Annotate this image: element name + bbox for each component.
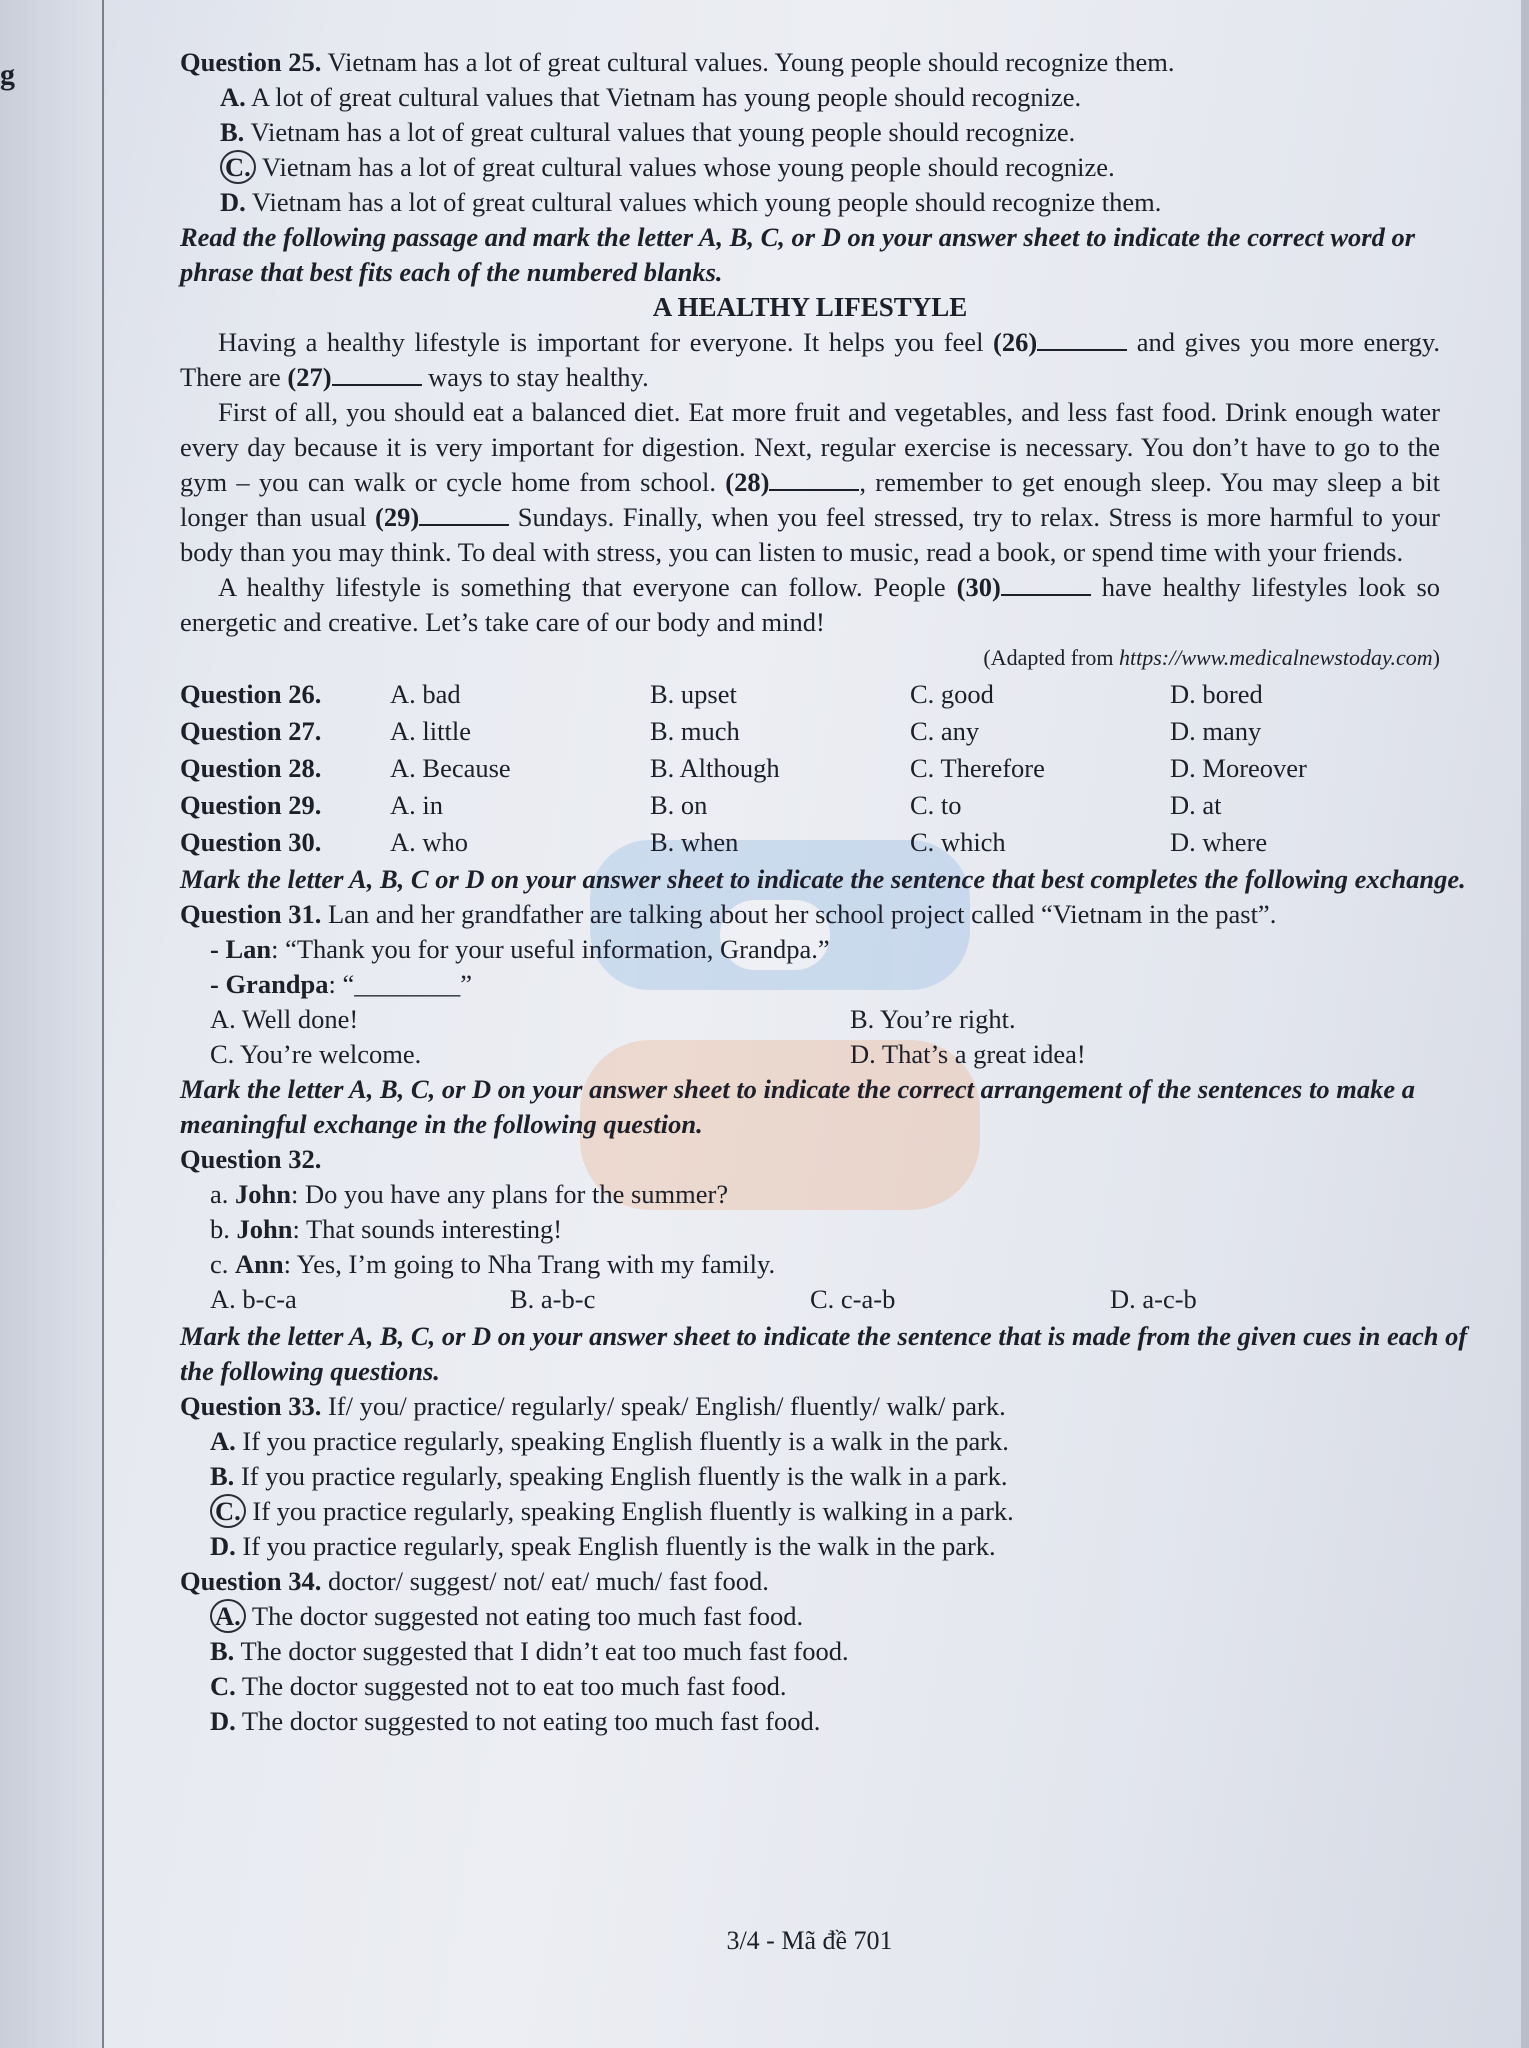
q32-line-b: b. John: That sounds interesting! (210, 1214, 563, 1244)
q33-option-d: D. If you practice regularly, speak English fluently is the walk in the park. (210, 1531, 996, 1561)
question-30-row: Question 30. A. who B. when C. which D. where (180, 827, 1268, 857)
left-page-strip (0, 0, 102, 2048)
question-25: Question 25. Vietnam has a lot of great cultural values. Young people should recognize them. (180, 47, 1175, 77)
q32-options: A. b-c-a B. a-b-c C. c-a-b D. a-c-b (210, 1284, 1197, 1314)
cues-instruction: Mark the letter A, B, C, or D on your answer sheet to indicate the sentence that is made from the given cues in each of the following questions. (180, 1321, 1468, 1386)
q31-options-row-2: C. You’re welcome. D. That’s a great idea! (210, 1039, 1086, 1069)
question-26-row: Question 26. A. bad B. upset C. good D. bored (180, 679, 1263, 709)
question-32-title: Question 32. (180, 1144, 322, 1174)
q33-option-a: A. If you practice regularly, speaking English fluently is a walk in the park. (210, 1426, 1009, 1456)
right-page-edge (1521, 0, 1529, 2048)
question-27-row: Question 27. A. little B. much C. any D. many (180, 716, 1262, 746)
q25-option-a: A. A lot of great cultural values that Vietnam has young people should recognize. (220, 82, 1082, 112)
q33-option-b: B. If you practice regularly, speaking English fluently is the walk in a park. (210, 1461, 1008, 1491)
q32-line-a: a. John: Do you have any plans for the summer? (210, 1179, 729, 1209)
q33-option-c: C. If you practice regularly, speaking English fluently is walking in a park. (180, 1494, 1480, 1529)
q34-option-c: C. The doctor suggested not to eat too much fast food. (210, 1671, 787, 1701)
page-footer: 3/4 - Mã đề 701 (726, 1926, 893, 1955)
q34-option-b: B. The doctor suggested that I didn’t eat too much fast food. (210, 1636, 849, 1666)
q31-lan-line: - Lan: “Thank you for your useful information, Grandpa.” (210, 934, 830, 964)
question-34: Question 34. doctor/ suggest/ not/ eat/ much/ fast food. (180, 1566, 769, 1596)
exam-page (180, 45, 1480, 1739)
passage-paragraph-1: Having a healthy lifestyle is important for everyone. It helps you feel (26) and gives you more energy. There are (27) ways to stay healthy. (180, 327, 1440, 392)
passage-instruction: Read the following passage and mark the letter A, B, C, or D on your answer sheet to indicate the correct word or phrase that best fits each of the numbered blanks. (180, 222, 1416, 287)
q34-option-d: D. The doctor suggested to not eating too much fast food. (210, 1706, 821, 1736)
q34-option-a: A. The doctor suggested not eating too much fast food. (180, 1599, 1480, 1634)
q25-option-c: C. Vietnam has a lot of great cultural values whose young people should recognize. (180, 150, 1480, 185)
answer-table (180, 677, 1480, 862)
q25-option-b: B. Vietnam has a lot of great cultural values that young people should recognize. (220, 117, 1076, 147)
passage-source: (Adapted from https://www.medicalnewstoday.com) (983, 645, 1440, 670)
question-31: Question 31. Lan and her grandfather are talking about her school project called “Vietnam in the past”. (180, 899, 1277, 929)
stray-mark: g (0, 58, 15, 91)
passage-paragraph-3: A healthy lifestyle is something that everyone can follow. People (30) have healthy lifestyles look so energetic and creative. Let’s take care of our body and mind! (180, 572, 1441, 637)
passage-paragraph-2: First of all, you should eat a balanced diet. Eat more fruit and vegetables, and less fast food. Drink enough water every day because it is very important for digestion. Next, regular exercise is necessary. You don’t have to go to the gym – you can walk or cycle home from school. (28) , remember to get enough sleep. You may sleep a bit longer than usual (29) Sundays. Finally, when you feel stressed, try to relax. Stress is more harmful to your body than you may think. To deal with stress, you can listen to music, read a book, or spend time with your friends. (180, 397, 1440, 567)
q25-option-d: D. Vietnam has a lot of great cultural values which young people should recognize them. (220, 187, 1162, 217)
question-33: Question 33. If/ you/ practice/ regularly/ speak/ English/ fluently/ walk/ park. (180, 1391, 1006, 1421)
passage-title: A HEALTHY LIFESTYLE (652, 292, 968, 322)
q31-grandpa-line: - Grandpa: “________” (210, 969, 473, 999)
exchange-instruction: Mark the letter A, B, C or D on your answer sheet to indicate the sentence that best completes the following exchange. (180, 864, 1466, 894)
question-28-row: Question 28. A. Because B. Although C. Therefore D. Moreover (180, 753, 1307, 783)
page-fold-line (102, 0, 104, 2048)
q32-line-c: c. Ann: Yes, I’m going to Nha Trang with my family. (210, 1249, 776, 1279)
arrangement-instruction: Mark the letter A, B, C, or D on your answer sheet to indicate the correct arrangement of the sentences to make a meaningful exchange in the following question. (180, 1074, 1415, 1139)
q31-options-row-1: A. Well done! B. You’re right. (210, 1004, 1016, 1034)
question-29-row: Question 29. A. in B. on C. to D. at (180, 790, 1222, 820)
